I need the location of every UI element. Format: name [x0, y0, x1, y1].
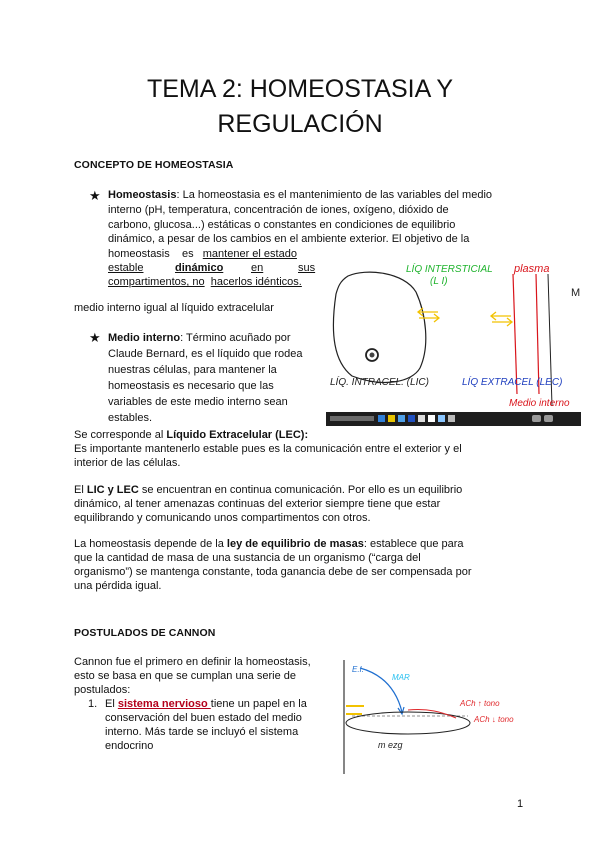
paragraph-lec-line2: Es importante mantenerlo estable pues es la comunicación entre el exterior y el — [74, 443, 462, 455]
label-ach-up: ACh ↑ tono — [460, 699, 500, 708]
page-title-line2: REGULACIÓN — [217, 110, 383, 138]
label-ach-down: ACh ↓ tono — [474, 715, 514, 724]
label-liq-intracel: LÍQ. INTRACEL. (LIC) — [330, 377, 429, 388]
bullet2-line6: estables. — [108, 412, 153, 424]
paragraph-lic-lec-line1: El LIC y LEC se encuentran en continua comunicación. Por ello es un equilibrio — [74, 484, 463, 496]
term-medio-interno: Medio interno — [108, 332, 181, 344]
bullet1-line7: compartimentos, no hacerlos idénticos. — [108, 276, 302, 288]
paragraph-lic-lec-line3: equilibrando y comunicando unos compartimentos con otros. — [74, 512, 371, 524]
star-bullet-icon: ★ — [89, 188, 101, 203]
bullet2-line4: homeostasis es necesario que las — [108, 380, 274, 392]
bullet2-line3: nuestras células, para mantener la — [108, 364, 277, 376]
bullet1-line2: interno (pH, temperatura, concentración de iones, oxígeno, dióxido de — [108, 204, 449, 216]
sketch-compartments-svg — [326, 254, 581, 426]
label-edge-m: M — [571, 287, 581, 299]
label-li: (L I) — [430, 276, 448, 287]
label-liq-extracel: LÍQ EXTRACEL (LEC) — [462, 377, 563, 388]
bullet2-line5: variables de este medio interno sean — [108, 396, 288, 408]
term-homeostasis: Homeostasis — [108, 189, 177, 201]
bullet1-line4: dinámico, a pesar de los cambios en el ambiente exterior. El objetivo de la — [108, 233, 470, 245]
page-title-line1: TEMA 2: HOMEOSTASIA Y — [146, 75, 454, 103]
cannon-intro-line1: Cannon fue el primero en definir la homeostasis, — [74, 656, 311, 668]
label-ei: E.I. — [352, 665, 365, 674]
section-heading-homeostasia: CONCEPTO DE HOMEOSTASIA — [74, 159, 234, 171]
sistema-nervioso-link: sistema nervioso — [117, 698, 211, 710]
sketch-cannon-image — [338, 658, 578, 776]
cannon-intro-line2: esto se basa en que se cumplan una serie de — [74, 670, 296, 682]
postulate-1-line1: El sistema nervioso tiene un papel en la — [105, 698, 307, 710]
page-number: 1 — [517, 798, 524, 810]
bullet1-after-text: medio interno igual al líquido extracelular — [74, 302, 274, 314]
bullet1-line3: carbono, glucosa...) estáticas o constantes en condiciones de equilibrio — [108, 219, 456, 231]
sketch-cannon-svg — [338, 658, 578, 776]
paragraph-masas-line1: La homeostasis depende de la ley de equilibrio de masas: establece que para — [74, 538, 464, 550]
paragraph-masas-line2: que la cantidad de masa de una sustancia de un organismo (“carga del — [74, 552, 421, 564]
bullet1-line5: homeostasis es mantener el estado — [108, 248, 297, 260]
paragraph-lic-lec-line2: dinámico, al tener amenazas continuas del exterior siempre tiene que estar — [74, 498, 441, 510]
bullet2-line2: Claude Bernard, es el líquido que rodea — [108, 348, 303, 360]
postulate-1-number: 1. — [88, 698, 98, 710]
bullet1-line6: estable dinámico en sus — [108, 262, 316, 274]
sketch-compartments-image — [326, 254, 581, 426]
label-mar: MAR — [392, 673, 410, 682]
paragraph-lec-line3: interior de las células. — [74, 457, 181, 469]
postulate-1-line2: conservación del buen estado del medio — [105, 712, 302, 724]
paragraph-masas-line4: una pérdida igual. — [74, 580, 162, 592]
bullet2-line1: Medio interno: Término acuñado por — [108, 332, 291, 344]
cannon-intro-line3: postulados: — [74, 684, 131, 696]
paragraph-lec-line1: Se corresponde al Líquido Extracelular (LEC): — [74, 429, 309, 441]
section-heading-cannon: POSTULADOS DE CANNON — [74, 627, 216, 639]
paragraph-masas-line3: organismo”) se mantenga constante, toda ganancia debe de ser compensada por — [74, 566, 472, 578]
star-bullet-icon: ★ — [89, 330, 101, 345]
label-medio-interno: Medio interno — [509, 398, 570, 409]
label-m-ezg: m ezg — [378, 740, 403, 750]
bullet1-line1: Homeostasis: La homeostasia es el mantenimiento de las variables del medio — [108, 189, 493, 201]
postulate-1-line3: interno. Más tarde se incluyó el sistema — [105, 726, 299, 738]
label-plasma: plasma — [514, 263, 550, 275]
label-liq-intersticial: LÍQ INTERSTICIAL — [406, 264, 493, 275]
postulate-1-line4: endocrino — [105, 740, 154, 752]
